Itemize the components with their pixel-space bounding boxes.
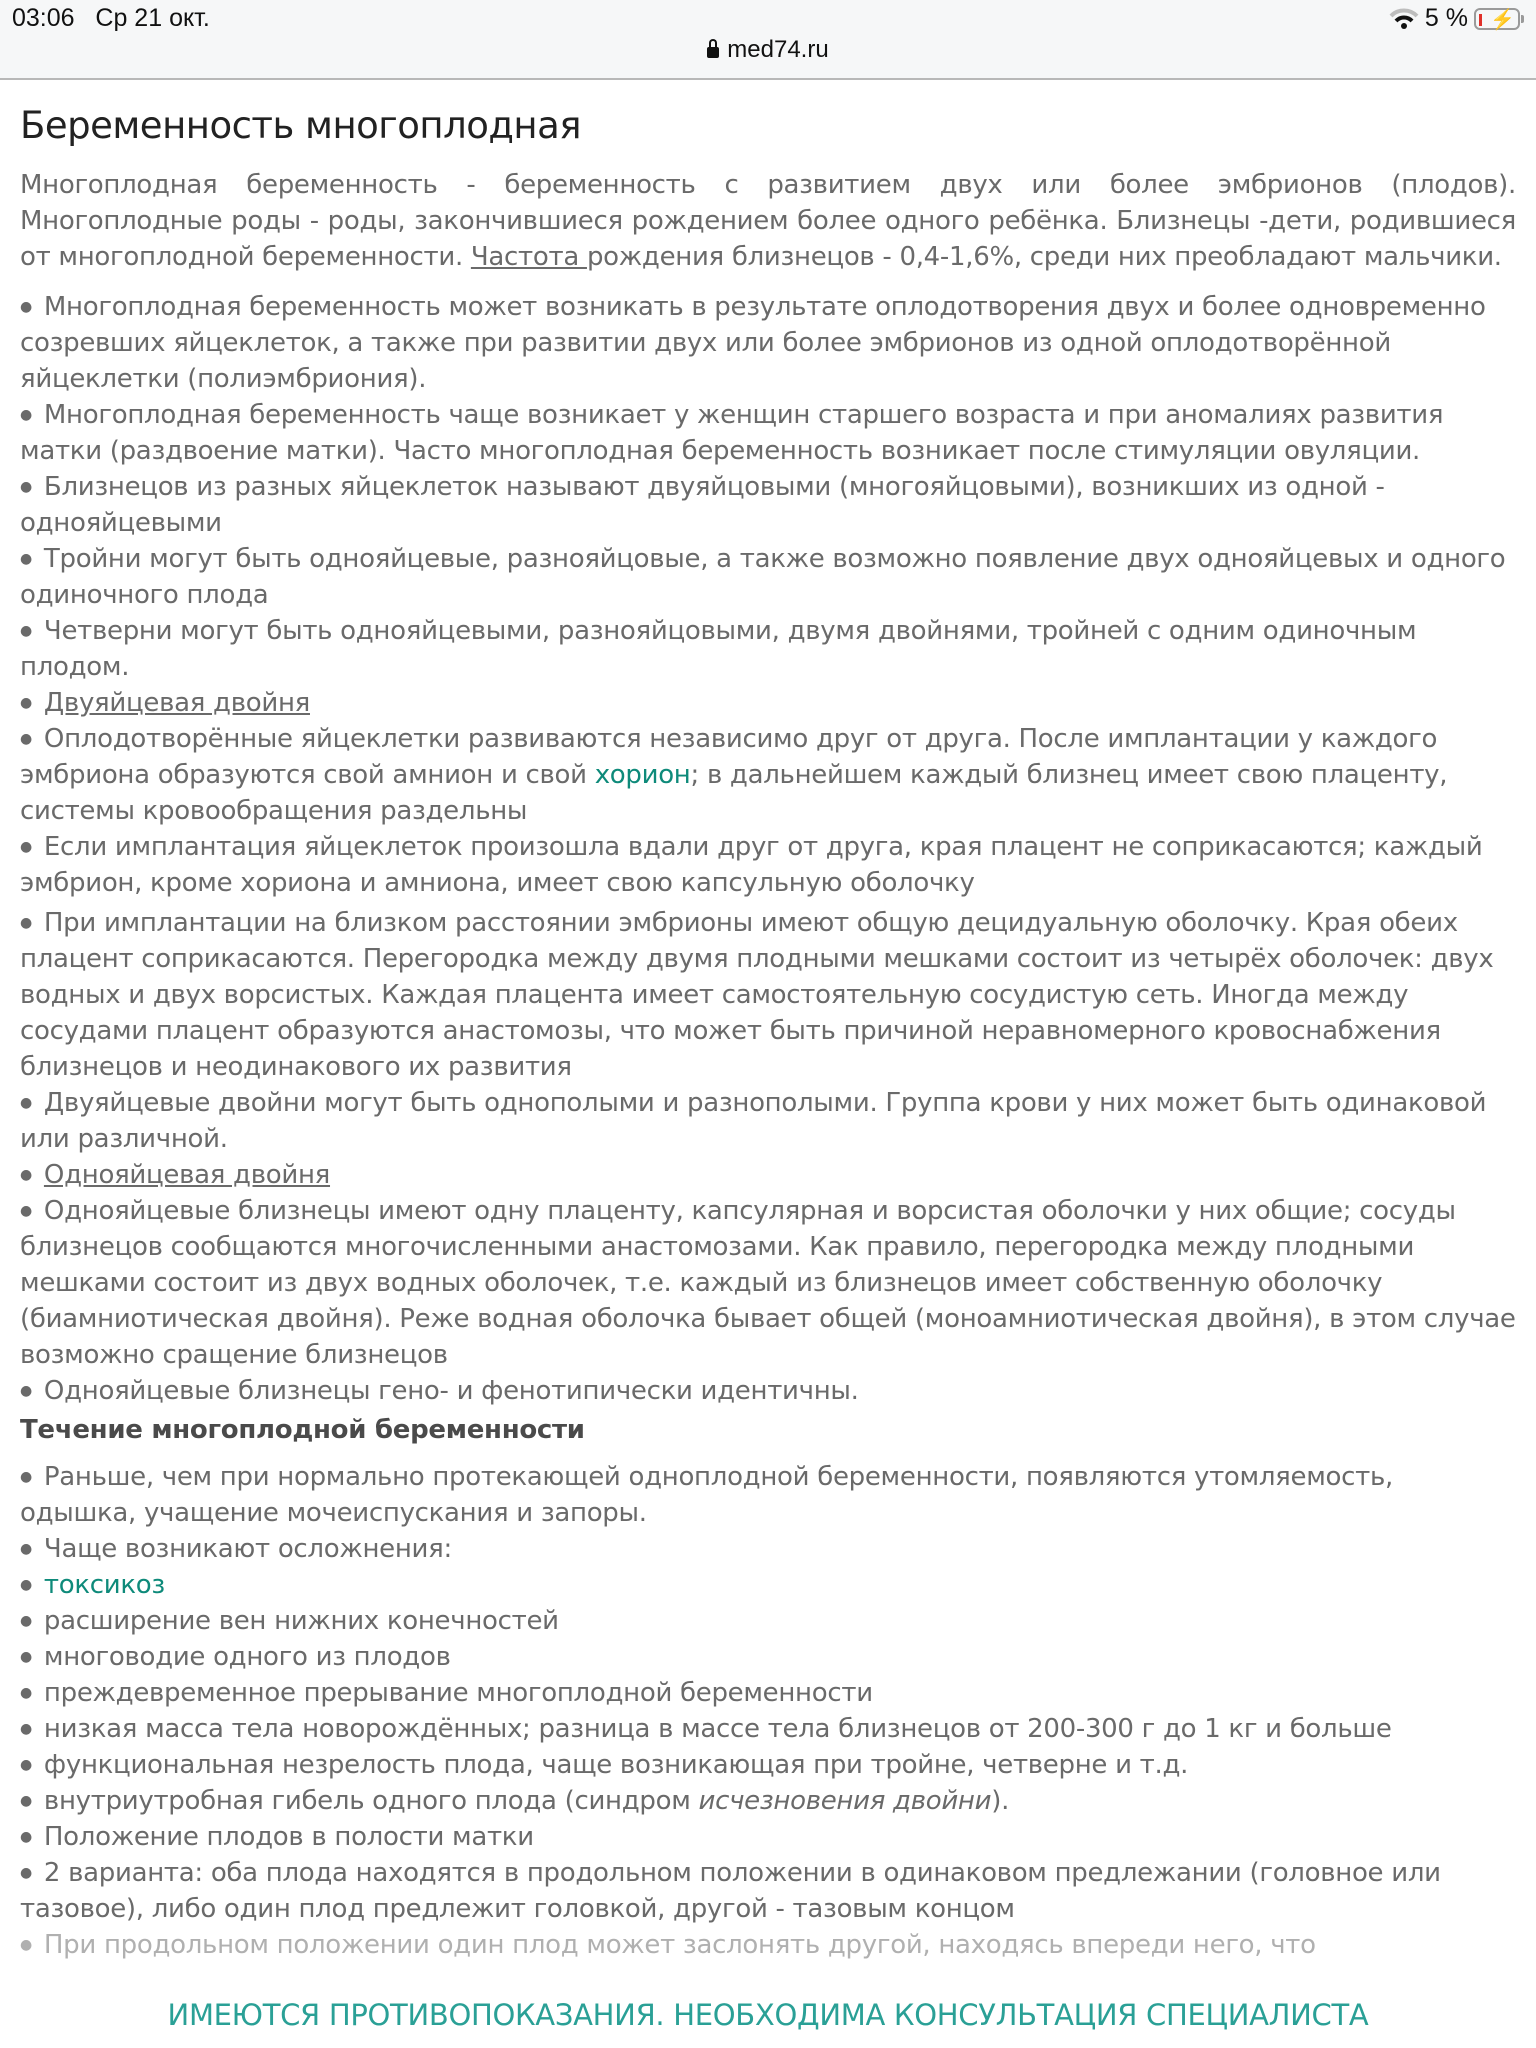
url-bar[interactable] [0, 36, 1536, 64]
status-time: 03:06 [12, 4, 75, 32]
list-item: ● многоводие одного из плодов [20, 1639, 1516, 1675]
list-item-faded: ● При продольном положении один плод может заслонять другой, находясь впереди него, что [20, 1927, 1516, 1963]
list-item: ● Положение плодов в полости матки [20, 1819, 1516, 1855]
list-item: ● расширение вен нижних конечностей [20, 1603, 1516, 1639]
list-text: ). [991, 1786, 1010, 1816]
list-item: ● преждевременное прерывание многоплодной беременности [20, 1675, 1516, 1711]
list-item: ● Многоплодная беременность может возникать в результате оплодотворения двух и более одновременно созревших яйцеклеток, а также при развитии двух или более эмбрионов из одной оплодотворённой яйцеклетки (полиэмбриония). [20, 289, 1516, 397]
battery-percent: 5 % [1424, 4, 1468, 32]
status-bar [0, 0, 1536, 80]
bolt-icon: ⚡ [1490, 8, 1515, 31]
list-item: ● Четверни могут быть однояйцевыми, разнояйцовыми, двумя двойнями, тройней с одним одиночным плодом. [20, 613, 1516, 685]
frequency-link[interactable]: Частота [470, 242, 587, 272]
article [20, 80, 1516, 1963]
list-item: ● При имплантации на близком расстоянии эмбрионы имеют общую децидуальную оболочку. Края обеих плацент соприкасаются. Перегородка между двумя плодными мешками состоит из четырёх оболочек: двух водных и двух ворсистых. Каждая плацента имеет самостоятельную сосудистую сеть. Иногда между сосудами плацент образуются анастомозы, что может быть причиной неравномерного кровоснабжения близнецов и неодинакового их развития [20, 905, 1516, 1085]
page-title: Беременность многоплодная [20, 104, 582, 147]
list-item[interactable] [20, 1567, 1516, 1603]
lock-icon [707, 47, 719, 58]
list-text-italic: исчезновения двойни [698, 1786, 992, 1816]
list-item [20, 721, 1516, 829]
battery-level [1479, 14, 1482, 26]
list-item: ● Многоплодная беременность чаще возникает у женщин старшего возраста и при аномалиях развития матки (раздвоение матки). Часто многоплодная беременность возникает после стимуляции овуляции. [20, 397, 1516, 469]
list-item: ● функциональная незрелость плода, чаще возникающая при тройне, четверне и т.д. [20, 1747, 1516, 1783]
list-item [20, 1783, 1516, 1819]
status-time-date [12, 4, 210, 33]
list-item: ● Двуяйцевые двойни могут быть однополыми и разнополыми. Группа крови у них может быть одинаковой или различной. [20, 1085, 1516, 1157]
toxicosis-link[interactable]: токсикоз [43, 1570, 165, 1600]
list-item: ● Раньше, чем при нормально протекающей одноплодной беременности, появляются утомляемость, одышка, учащение мочеиспускания и запоры. [20, 1459, 1516, 1531]
chorion-link[interactable]: хорион [594, 760, 691, 790]
course-list [20, 1459, 1516, 1963]
wifi-icon [1389, 7, 1419, 31]
status-indicators [1389, 4, 1524, 33]
list-item: ● Если имплантация яйцеклеток произошла вдали друг от друга, края плацент не соприкасаются; каждый эмбрион, кроме хориона и амниона, имеет свою капсульную оболочку [20, 829, 1516, 901]
general-list [20, 289, 1516, 1409]
monozygotic-link[interactable]: Однояйцевая двойня [43, 1160, 331, 1190]
list-item: ● Однояйцевые близнецы гено- и фенотипически идентичны. [20, 1373, 1516, 1409]
list-item-dizygotic-heading[interactable] [20, 685, 1516, 721]
list-item: ● Близнецов из разных яйцеклеток называют двуяйцовыми (многояйцовыми), возникших из одной - однояйцевыми [20, 469, 1516, 541]
dizygotic-link[interactable]: Двуяйцевая двойня [43, 688, 310, 718]
intro-text-rest: рождения близнецов - 0,4-1,6%, среди них преобладают мальчики. [586, 242, 1502, 272]
list-item: ● Тройни могут быть однояйцевые, разнояйцовые, а также возможно появление двух однояйцевых и одного одиночного плода [20, 541, 1516, 613]
list-text: внутриутробная гибель одного плода (синдром [43, 1786, 699, 1816]
url-domain[interactable]: med74.ru [727, 36, 829, 63]
list-item: ● низкая масса тела новорождённых; разница в массе тела близнецов от 200-300 г до 1 кг и больше [20, 1711, 1516, 1747]
battery-tip [1521, 15, 1524, 23]
status-date: Ср 21 окт. [95, 4, 210, 32]
list-item-monozygotic-heading[interactable] [20, 1157, 1516, 1193]
disclaimer-banner: ИМЕЮТСЯ ПРОТИВОПОКАЗАНИЯ. НЕОБХОДИМА КОНСУЛЬТАЦИЯ СПЕЦИАЛИСТА [167, 1998, 1369, 2032]
section-heading-course: Течение многоплодной беременности [20, 1415, 585, 1445]
intro-text: Многоплодная беременность - беременность с развитием двух или более эмбрионов (плодов). Многоплодные роды - роды, закончившиеся рождением более одного ребёнка. Близнецы -дети, родившиеся от многоплодной беременности. [20, 170, 1516, 272]
battery-charging-icon [1474, 8, 1520, 30]
list-text: ; в дальнейшем каждый близнец имеет свою плаценту, системы кровообращения раздельны [20, 760, 1448, 826]
list-text: Оплодотворённые яйцеклетки развиваются независимо друг от друга. После имплантации у каждого эмбриона образуются свой амнион и свой [20, 724, 1438, 790]
list-item: ● 2 варианта: оба плода находятся в продольном положении в одинаковом предлежании (головное или тазовое), либо один плод предлежит головкой, другой - тазовым концом [20, 1855, 1516, 1927]
list-item: ● Однояйцевые близнецы имеют одну плаценту, капсулярная и ворсистая оболочки у них общие; сосуды близнецов сообщаются многочисленными анастомозами. Как правило, перегородка между плодными мешками состоит из двух водных оболочек, т.е. каждый из близнецов имеет собственную оболочку (биамниотическая двойня). Реже водная оболочка бывает общей (моноамниотическая двойня), в этом случае возможно сращение близнецов [20, 1193, 1516, 1373]
intro-paragraph [20, 167, 1516, 275]
list-item: ● Чаще возникают осложнения: [20, 1531, 1516, 1567]
